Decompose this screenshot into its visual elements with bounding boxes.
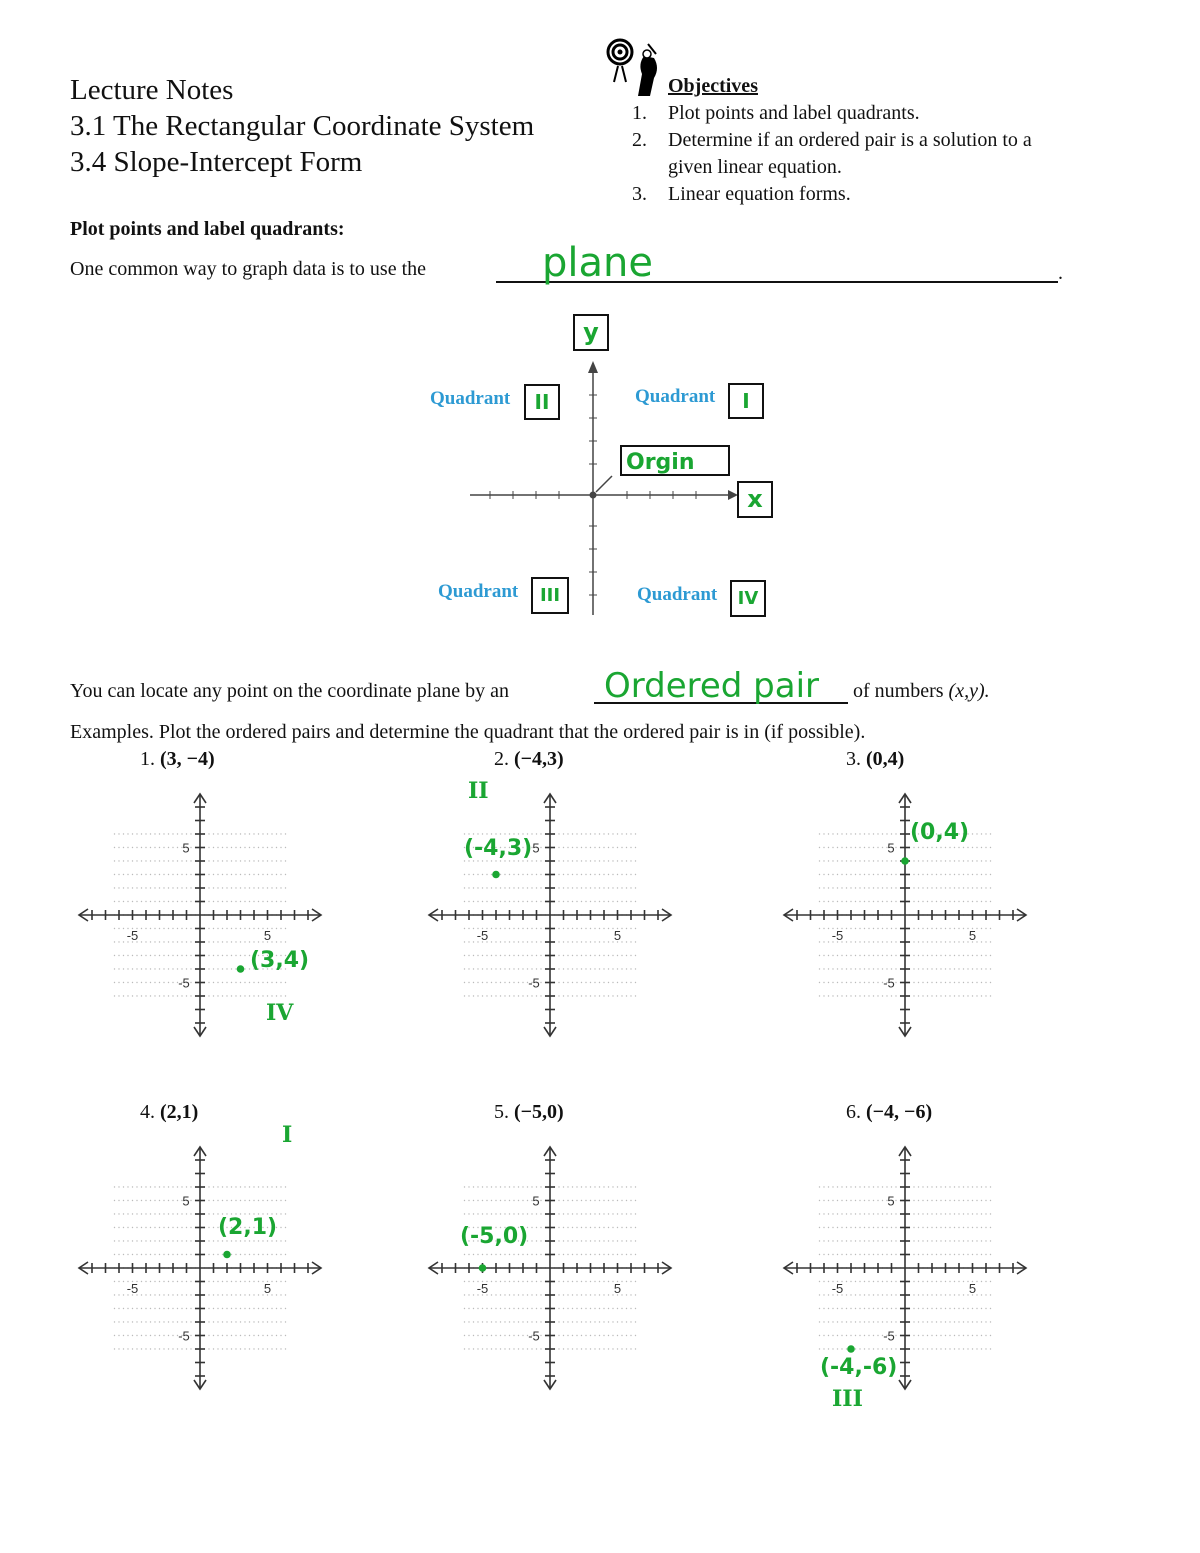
plotted-point bbox=[492, 871, 500, 879]
origin-label-box: Orgin bbox=[620, 445, 730, 476]
ordered-pair-sentence: You can locate any point on the coordinate plane by an bbox=[70, 680, 509, 702]
y-axis-label-box: y bbox=[573, 314, 609, 351]
objective-text: given linear equation. bbox=[668, 156, 842, 178]
examples-intro: Examples. Plot the ordered pairs and determine the quadrant that the ordered pair is in (if possible). bbox=[70, 721, 866, 743]
example-pair: (−5,0) bbox=[514, 1101, 564, 1123]
title-section-3-1: 3.1 The Rectangular Coordinate System bbox=[70, 110, 535, 142]
tick-label: 5 bbox=[968, 928, 977, 943]
quadrant-2-box: II bbox=[524, 384, 560, 420]
coordinate-grid bbox=[420, 1138, 680, 1398]
section-heading-plot-points: Plot points and label quadrants: bbox=[70, 218, 345, 240]
ordered-pair-sentence-end bbox=[853, 680, 990, 703]
example-pair: (2,1) bbox=[160, 1101, 199, 1123]
handwritten-point-note: (-4,3) bbox=[464, 836, 533, 861]
handwritten-point-note: (-5,0) bbox=[460, 1224, 529, 1249]
tick-label: 5 bbox=[532, 1193, 540, 1209]
tick-label: -5 bbox=[883, 1328, 895, 1344]
objective-item bbox=[632, 127, 1032, 154]
objective-text: Determine if an ordered pair is a solution to a bbox=[668, 129, 1032, 151]
handwritten-quadrant: IV bbox=[266, 1000, 294, 1026]
example-pair: (−4,3) bbox=[514, 748, 564, 770]
tick-label: -5 bbox=[178, 1328, 190, 1344]
objective-number: 3. bbox=[632, 183, 647, 205]
example-pair: (−4, −6) bbox=[866, 1101, 933, 1123]
plotted-point bbox=[237, 965, 245, 973]
ordered-pair-answer-handwritten: Ordered pair bbox=[604, 666, 820, 706]
example-label bbox=[494, 748, 564, 771]
tick-label: 5 bbox=[613, 1281, 622, 1296]
quadrant-1-label: Quadrant bbox=[635, 386, 716, 407]
tick-label: -5 bbox=[831, 1281, 844, 1296]
tick-label: -5 bbox=[126, 928, 139, 943]
example-number: 1. bbox=[140, 748, 160, 770]
handwritten-point-note: (2,1) bbox=[218, 1215, 278, 1240]
tick-label: -5 bbox=[476, 1281, 489, 1296]
plotted-point bbox=[847, 1345, 855, 1353]
handwritten-point-note: (3,4) bbox=[250, 948, 310, 973]
example-label bbox=[494, 1101, 564, 1124]
quadrant-4-label: Quadrant bbox=[637, 584, 718, 605]
tick-label: -5 bbox=[178, 975, 190, 991]
example-number: 6. bbox=[846, 1101, 866, 1123]
tick-label: 5 bbox=[532, 840, 540, 856]
objective-item bbox=[632, 100, 1032, 127]
objective-text: Plot points and label quadrants. bbox=[668, 102, 920, 124]
tick-label: 5 bbox=[263, 1281, 272, 1296]
tick-label: -5 bbox=[476, 928, 489, 943]
tick-label: 5 bbox=[613, 928, 622, 943]
target-icon bbox=[604, 38, 666, 104]
handwritten-point-note: (-4,-6) bbox=[820, 1355, 898, 1380]
coordinate-grid bbox=[775, 785, 1035, 1045]
tick-label: 5 bbox=[887, 1193, 895, 1209]
title-lecture-notes: Lecture Notes bbox=[70, 74, 234, 106]
objective-item bbox=[632, 181, 1032, 208]
handwritten-point-note: (0,4) bbox=[910, 820, 970, 845]
example-number: 2. bbox=[494, 748, 514, 770]
xy-notation: (x,y). bbox=[948, 680, 990, 702]
quadrant-1-box: I bbox=[728, 383, 764, 419]
example-number: 3. bbox=[846, 748, 866, 770]
quadrant-3-label: Quadrant bbox=[438, 581, 519, 602]
example-label bbox=[846, 1101, 932, 1124]
tick-label: 5 bbox=[887, 840, 895, 856]
tick-label: -5 bbox=[831, 928, 844, 943]
x-axis-label-box: x bbox=[737, 481, 773, 518]
handwritten-quadrant: III bbox=[832, 1386, 863, 1412]
tick-label: -5 bbox=[528, 975, 540, 991]
handwritten-quadrant: I bbox=[282, 1122, 293, 1148]
objective-item bbox=[632, 154, 1032, 181]
example-label bbox=[846, 748, 904, 771]
handwritten-quadrant: II bbox=[468, 778, 489, 804]
tick-label: -5 bbox=[883, 975, 895, 991]
objective-number: 2. bbox=[632, 129, 647, 151]
example-number: 5. bbox=[494, 1101, 514, 1123]
objective-number: 1. bbox=[632, 102, 647, 124]
coordinate-grid bbox=[70, 1138, 330, 1398]
coordinate-grid bbox=[420, 785, 680, 1045]
tick-label: -5 bbox=[126, 1281, 139, 1296]
tick-label: -5 bbox=[528, 1328, 540, 1344]
plotted-point bbox=[901, 857, 909, 865]
quadrant-3-box: III bbox=[531, 577, 569, 614]
plotted-point bbox=[223, 1251, 231, 1259]
plane-answer-handwritten: plane bbox=[542, 240, 653, 286]
plotted-point bbox=[479, 1264, 487, 1272]
quadrant-4-box: IV bbox=[730, 580, 766, 617]
objective-text: Linear equation forms. bbox=[668, 183, 851, 205]
plane-sentence: One common way to graph data is to use the bbox=[70, 258, 427, 280]
objectives-heading: Objectives bbox=[668, 75, 758, 97]
tick-label: 5 bbox=[968, 1281, 977, 1296]
objectives-list bbox=[632, 100, 1032, 208]
sentence-end-text: of numbers bbox=[853, 680, 944, 702]
tick-label: 5 bbox=[182, 840, 190, 856]
quadrant-2-label: Quadrant bbox=[430, 388, 511, 409]
plane-sentence-end: . bbox=[1058, 262, 1063, 284]
example-pair: (0,4) bbox=[866, 748, 905, 770]
title-section-3-4: 3.4 Slope-Intercept Form bbox=[70, 146, 363, 178]
example-pair: (3, −4) bbox=[160, 748, 215, 770]
example-number: 4. bbox=[140, 1101, 160, 1123]
tick-label: 5 bbox=[263, 928, 272, 943]
tick-label: 5 bbox=[182, 1193, 190, 1209]
coordinate-grid bbox=[775, 1138, 1035, 1398]
example-label bbox=[140, 1101, 198, 1124]
example-label bbox=[140, 748, 215, 771]
